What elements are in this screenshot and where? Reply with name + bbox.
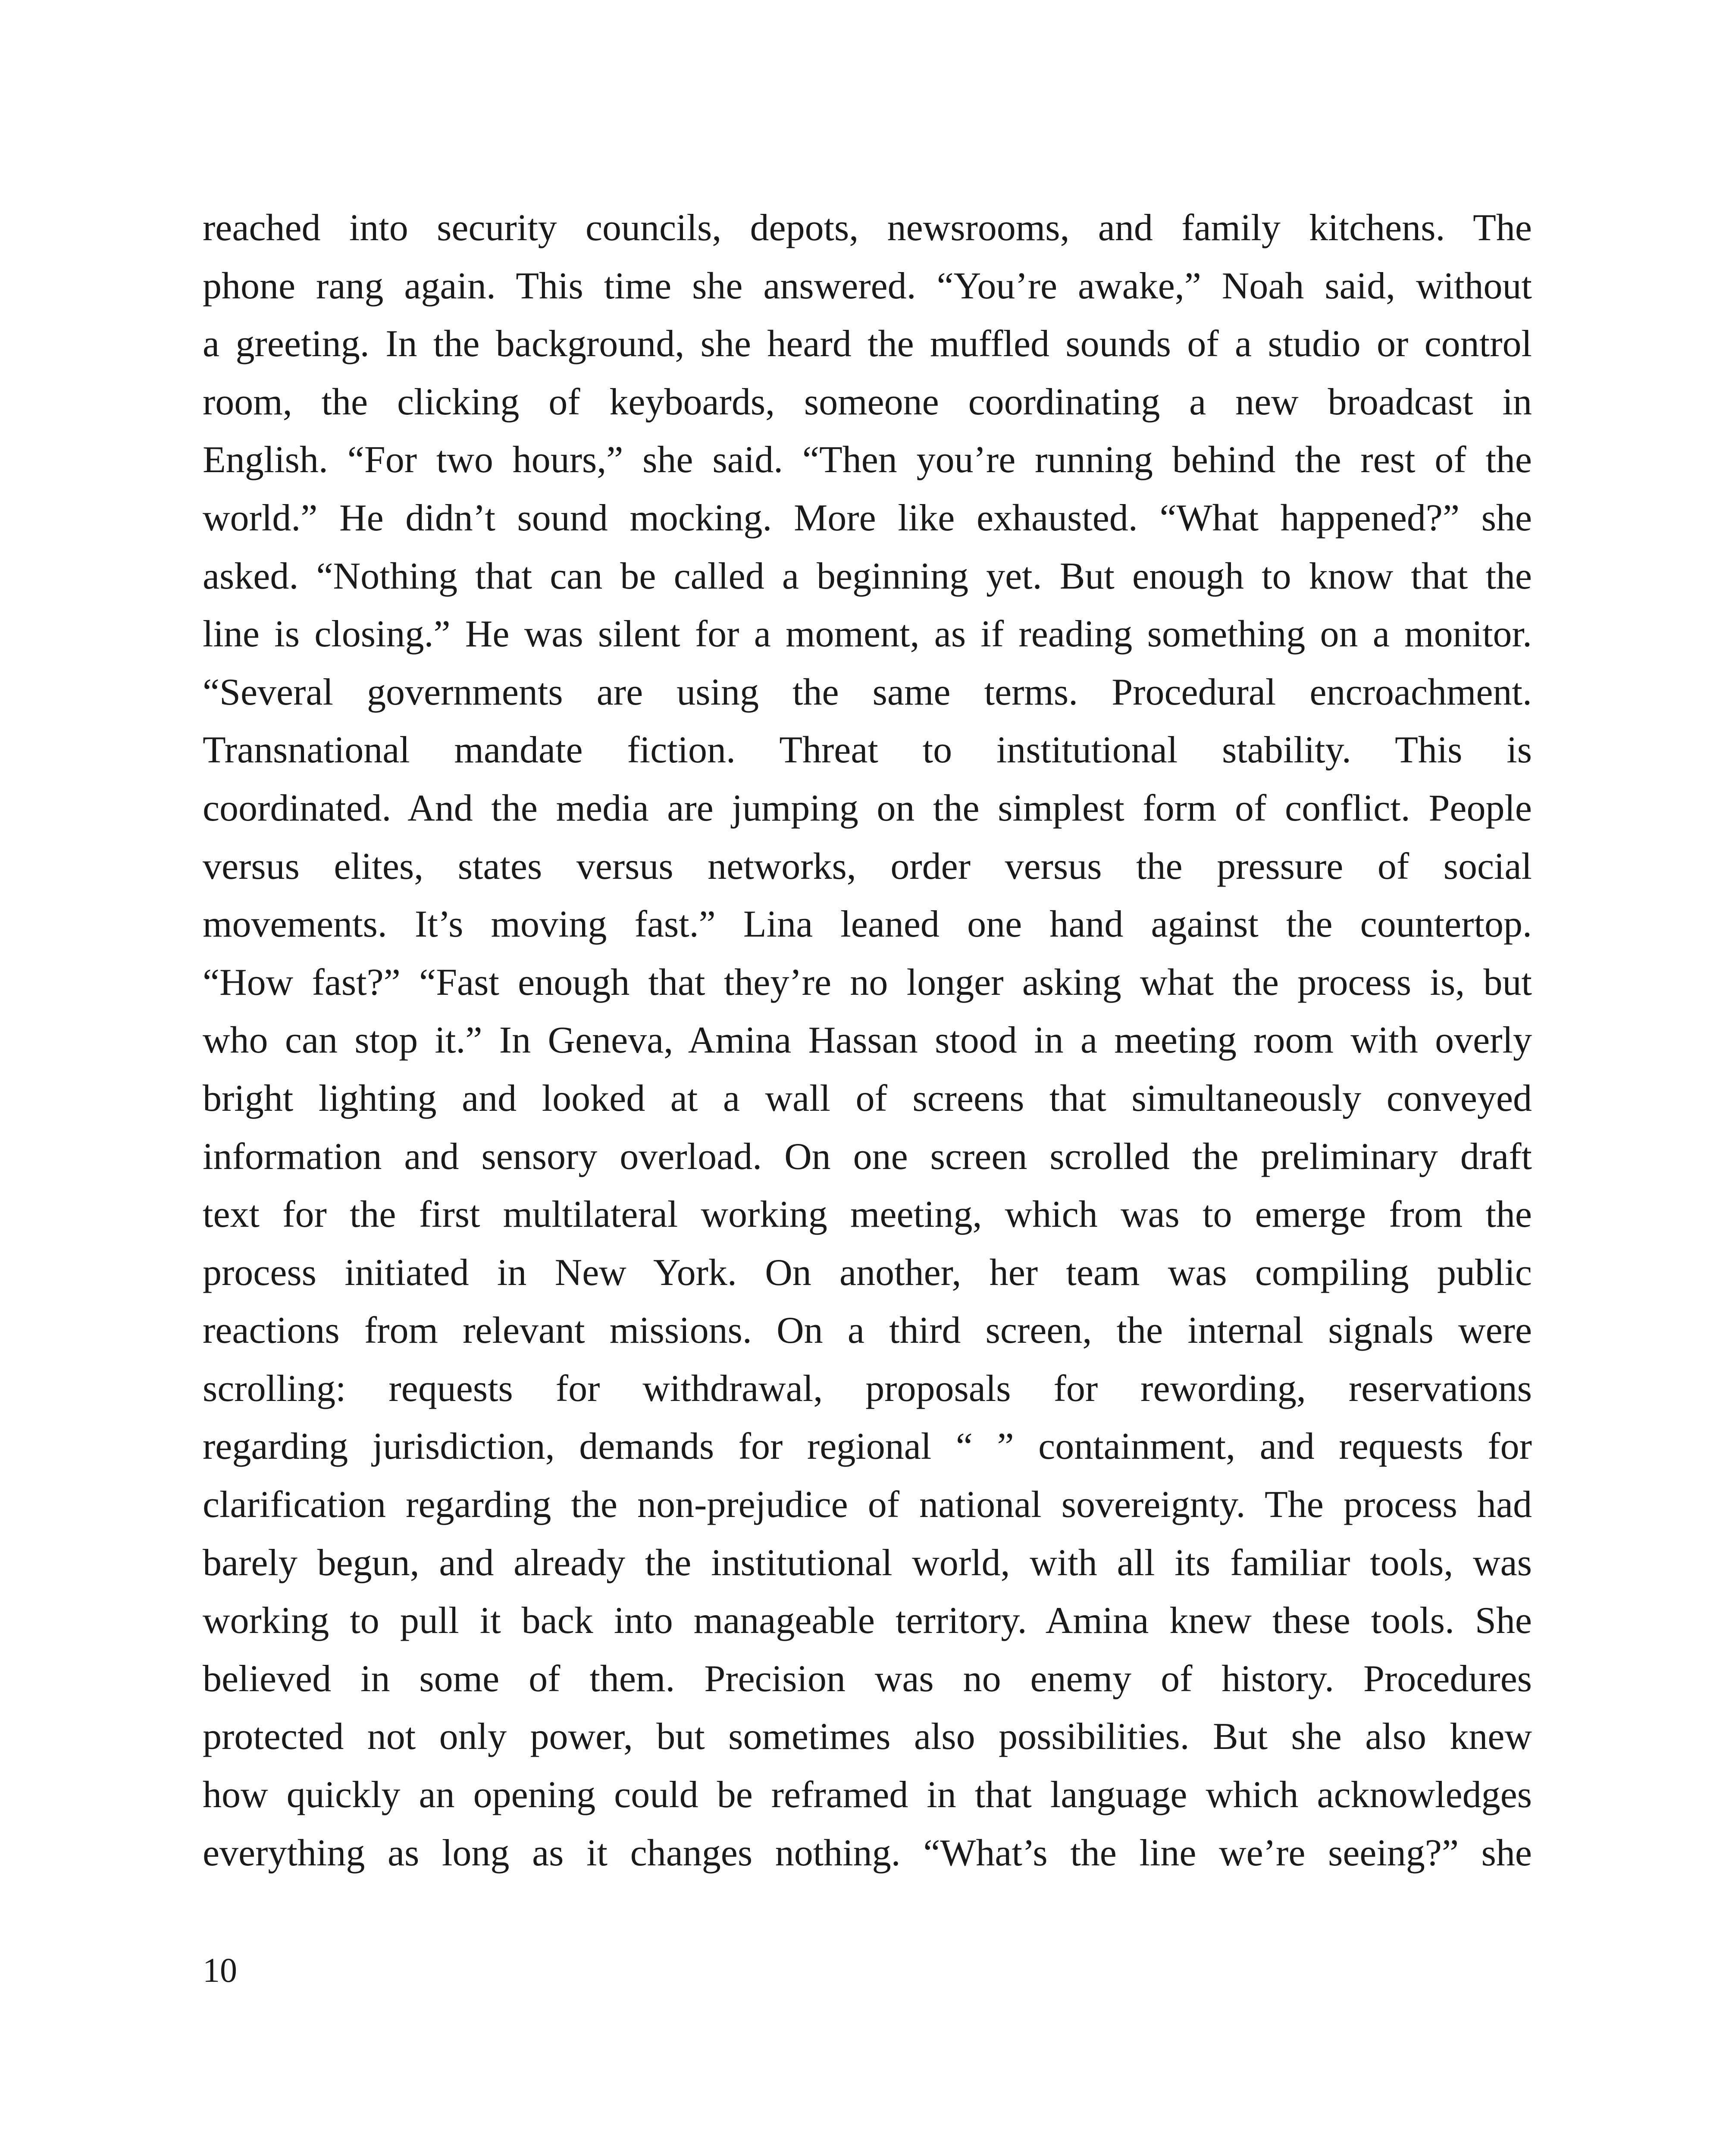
text-line: bright lighting and looked at a wall of screens that simultaneously conveyed (203, 1077, 1532, 1119)
text-line: protected not only power, but sometimes also possibilities. But she also knew (203, 1716, 1532, 1758)
page-number: 10 (203, 1952, 237, 1990)
text-line: a greeting. In the background, she heard the muffled sounds of a studio or control (203, 323, 1532, 365)
text-line: how quickly an opening could be reframed in that language which acknowledges (203, 1774, 1532, 1816)
text-line: Transnational mandate fiction. Threat to institutional stability. This is (203, 729, 1532, 771)
text-line: process initiated in New York. On another, her team was compiling public (203, 1251, 1532, 1294)
text-line: text for the first multilateral working meeting, which was to emerge from the (203, 1194, 1532, 1236)
text-line: information and sensory overload. On one screen scrolled the preliminary draft (203, 1135, 1532, 1178)
text-line: “How fast?” “Fast enough that they’re no longer asking what the process is, but (203, 961, 1532, 1003)
text-line: English. “For two hours,” she said. “Then you’re running behind the rest of the (203, 439, 1532, 481)
text-line: barely begun, and already the institutional world, with all its familiar tools, was (203, 1542, 1532, 1584)
text-line: “Several governments are using the same terms. Procedural encroachment. (203, 671, 1532, 713)
text-line: phone rang again. This time she answered. “You’re awake,” Noah said, without (203, 265, 1532, 307)
text-line: line is closing.” He was silent for a moment, as if reading something on a monitor. (203, 613, 1532, 655)
text-line: clarification regarding the non-prejudice of national sovereignty. The process had (203, 1484, 1532, 1526)
text-line: working to pull it back into manageable territory. Amina knew these tools. She (203, 1600, 1532, 1642)
text-line: movements. It’s moving fast.” Lina leaned one hand against the countertop. (203, 903, 1532, 946)
text-line: who can stop it.” In Geneva, Amina Hassan stood in a meeting room with overly (203, 1019, 1532, 1062)
text-line: everything as long as it changes nothing. “What’s the line we’re seeing?” she (203, 1832, 1532, 1874)
body-text (203, 199, 1532, 1882)
text-line: regarding jurisdiction, demands for regional “ ” containment, and requests for (203, 1426, 1532, 1468)
text-line: coordinated. And the media are jumping on the simplest form of conflict. People (203, 787, 1532, 829)
text-line: room, the clicking of keyboards, someone coordinating a new broadcast in (203, 381, 1532, 423)
text-line: scrolling: requests for withdrawal, proposals for rewording, reservations (203, 1367, 1532, 1410)
text-line: asked. “Nothing that can be called a beginning yet. But enough to know that the (203, 555, 1532, 597)
text-line: reached into security councils, depots, newsrooms, and family kitchens. The (203, 207, 1532, 249)
text-line: versus elites, states versus networks, order versus the pressure of social (203, 845, 1532, 887)
text-line: reactions from relevant missions. On a third screen, the internal signals were (203, 1310, 1532, 1352)
text-line: believed in some of them. Precision was no enemy of history. Procedures (203, 1658, 1532, 1700)
text-line: world.” He didn’t sound mocking. More like exhausted. “What happened?” she (203, 497, 1532, 539)
